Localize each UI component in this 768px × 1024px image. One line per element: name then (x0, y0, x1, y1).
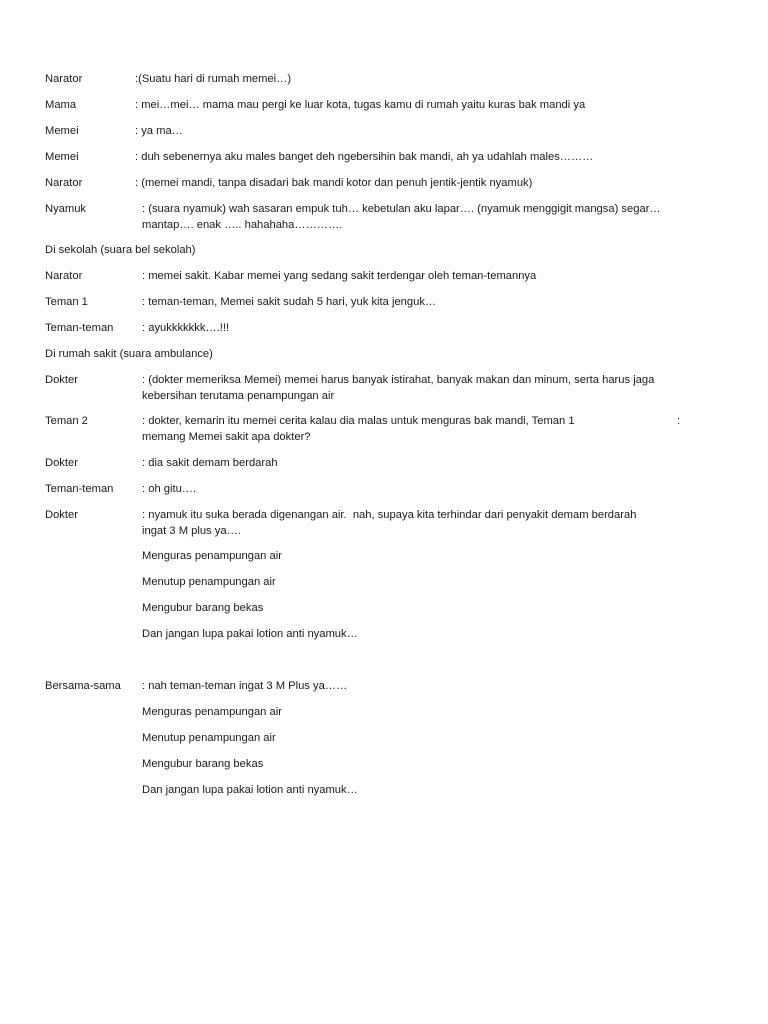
list-item-text: Menguras penampungan air (142, 706, 282, 718)
speaker-name: Dokter (45, 457, 78, 469)
scene-heading-text: Di sekolah (suara bel sekolah) (45, 244, 196, 256)
speaker-name: Narator (45, 73, 83, 85)
speaker-name: Bersama-sama (45, 680, 121, 692)
dialogue-line (45, 373, 735, 404)
speaker-name: Teman-teman (45, 483, 114, 495)
list-item-text: Mengubur barang bekas (142, 758, 264, 770)
speaker-name: Memei (45, 151, 79, 163)
speaker-name: Dokter (45, 374, 78, 386)
speaker-name: Dokter (45, 509, 78, 521)
dialogue-text: : oh gitu…. (142, 483, 197, 495)
dialogue-text: : dia sakit demam berdarah (142, 457, 278, 469)
dialogue-colon: : (677, 415, 681, 427)
dialogue-text: : dokter, kemarin itu memei cerita kalau dia malas untuk menguras bak mandi, Teman 1 (142, 415, 575, 427)
dialogue-text: : ya ma… (135, 125, 183, 137)
dialogue-text: : mei…mei… mama mau pergi ke luar kota, tugas kamu di rumah yaitu kuras bak mandi ya (135, 99, 586, 111)
list-item-text: Menguras penampungan air (142, 550, 282, 562)
dialogue-text: : ayukkkkkkk….!!! (142, 322, 230, 334)
dialogue-text: : teman-teman, Memei sakit sudah 5 hari, yuk kita jenguk… (142, 296, 437, 308)
dialogue-text: : (memei mandi, tanpa disadari bak mandi kotor dan penuh jentik-jentik nyamuk) (135, 177, 533, 189)
dialogue-text: : duh sebenernya aku males banget deh ngebersihin bak mandi, ah ya udahlah males……… (135, 151, 594, 163)
speaker-name: Teman-teman (45, 322, 114, 334)
list-item-text: Dan jangan lupa pakai lotion anti nyamuk… (142, 784, 358, 796)
dialogue-text: : (suara nyamuk) wah sasaran empuk tuh… kebetulan aku lapar…. (nyamuk menggigit mangsa) segar… (142, 203, 661, 215)
dialogue-text-continued: memang Memei sakit apa dokter? (142, 430, 311, 443)
dialogue-line (45, 202, 735, 233)
list-item-text: Mengubur barang bekas (142, 602, 264, 614)
dialogue-text-continued: ingat 3 M plus ya…. (142, 524, 241, 537)
list-item-text: Menutup penampungan air (142, 732, 276, 744)
dialogue-line (45, 508, 735, 539)
dialogue-text-continued: mantap…. enak ….. hahahaha…………. (142, 218, 343, 231)
dialogue-text: : nah teman-teman ingat 3 M Plus ya…… (142, 680, 348, 692)
dialogue-text: : nyamuk itu suka berada digenangan air. nah, supaya kita terhindar dari penyakit demam berdarah (142, 509, 637, 521)
speaker-name: Mama (45, 99, 77, 111)
speaker-name: Narator (45, 177, 83, 189)
dialogue-text: : (dokter memeriksa Memei) memei harus banyak istirahat, banyak makan dan minum, serta harus jaga (142, 374, 655, 386)
dialogue-text: :(Suatu hari di rumah memei…) (135, 73, 292, 85)
list-item-text: Menutup penampungan air (142, 576, 276, 588)
dialogue-line (45, 414, 735, 445)
scene-heading-text: Di rumah sakit (suara ambulance) (45, 348, 213, 360)
dialogue-text-continued: kebersihan terutama penampungan air (142, 389, 335, 402)
speaker-name: Memei (45, 125, 79, 137)
speaker-name: Narator (45, 270, 83, 282)
speaker-name: Nyamuk (45, 203, 87, 215)
speaker-name: Teman 2 (45, 415, 88, 427)
dialogue-text: : memei sakit. Kabar memei yang sedang sakit terdengar oleh teman-temannya (142, 270, 537, 282)
speaker-name: Teman 1 (45, 296, 88, 308)
list-item-text: Dan jangan lupa pakai lotion anti nyamuk… (142, 628, 358, 640)
